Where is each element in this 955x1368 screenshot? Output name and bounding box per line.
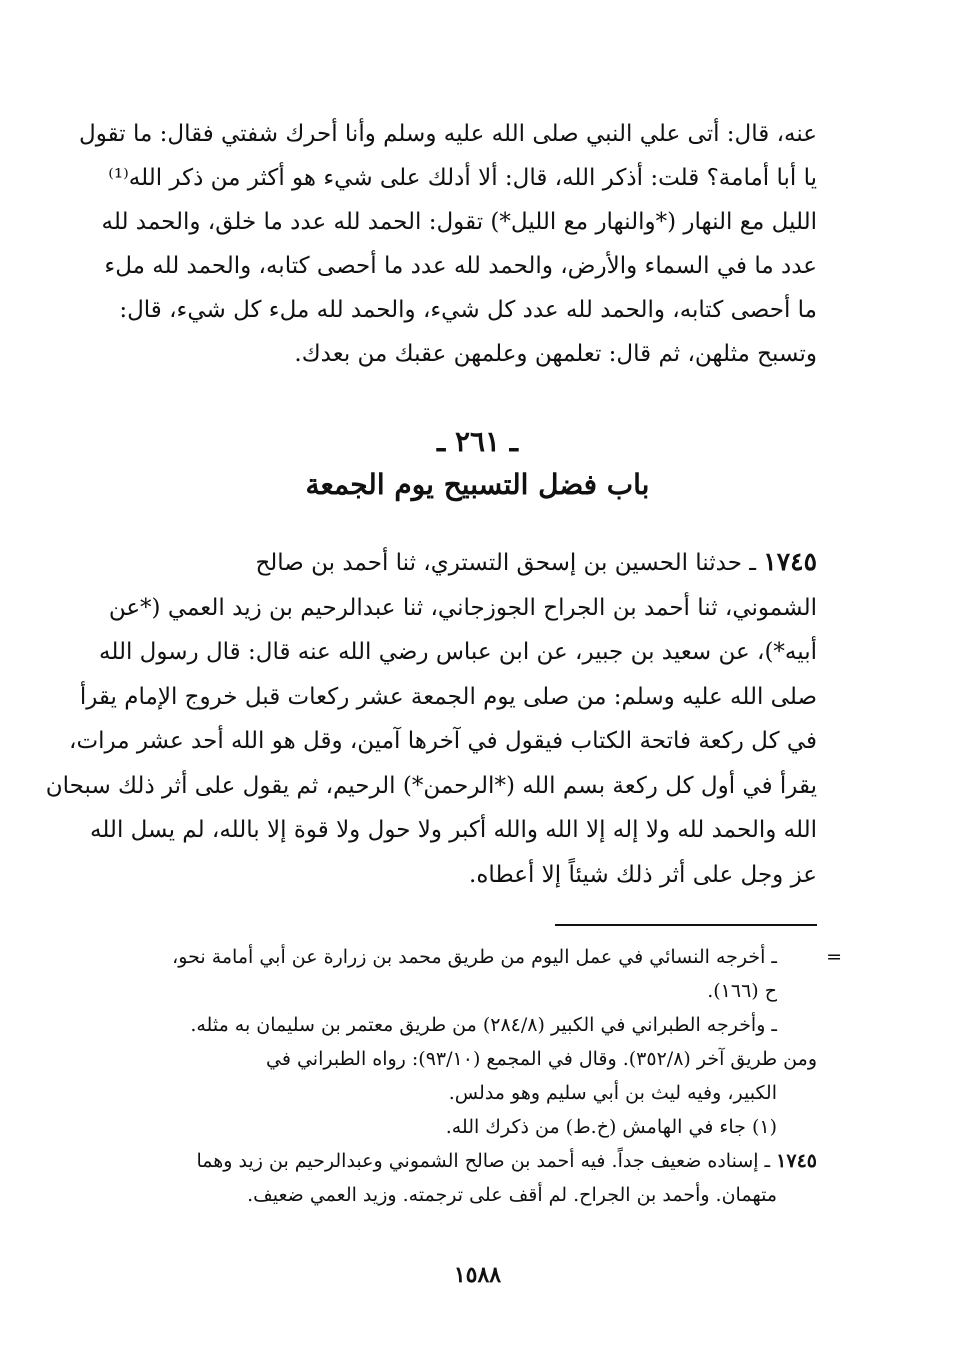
page-number: ١٥٨٨	[453, 1262, 502, 1288]
footnote-item	[135, 1008, 817, 1042]
intro-line: ما أحصى كتابه، والحمد لله عدد كل شيء، والحمد لله ملء كل شيء، قال:	[119, 297, 817, 323]
hadith-line: يقرأ في أول كل ركعة بسم الله (*الرحمن*) الرحيم، ثم يقول على أثر ذلك سبحان	[45, 772, 817, 799]
hadith-line: صلى الله عليه وسلم: من صلى يوم الجمعة عشر ركعات قبل خروج الإمام يقرأ	[79, 683, 817, 710]
hadith-line: الله والحمد لله ولا إله إلا الله والله أكبر ولا حول ولا قوة إلا بالله، لم يسل الله	[89, 817, 817, 843]
hadith-line: أبيه*)، عن سعيد بن جبير، عن ابن عباس رضي الله عنه قال: قال رسول الله	[99, 639, 817, 665]
footnote-item	[135, 1144, 817, 1212]
footnote-line: ح (١٦٦).	[707, 980, 777, 1002]
footnote-line: (١) جاء في الهامش (خ.ط) من ذكرك الله.	[445, 1116, 777, 1138]
hadith-line: الشموني، ثنا أحمد بن الجراح الجوزجاني، ثنا عبدالرحيم بن زيد العمي (*عن	[108, 594, 817, 621]
footnote-item	[135, 940, 842, 1008]
footnote-line: ـ أخرجه النسائي في عمل اليوم من طريق محمد بن زرارة عن أبي أمامة نحو،	[172, 946, 777, 968]
hadith-number: ١٧٤٥	[763, 547, 817, 576]
footnote-line: الكبير، وفيه ليث بن أبي سليم وهو مدلس.	[448, 1082, 777, 1104]
intro-paragraph	[79, 112, 817, 376]
intro-line: عنه، قال: أتى علي النبي صلى الله عليه وسلم وأنا أحرك شفتي فقال: ما تقول	[79, 121, 817, 147]
footnote-divider	[555, 924, 817, 926]
section-number: ـ ٢٦١ ـ	[436, 425, 519, 458]
footnote-line: ـ إسناده ضعيف جداً. فيه أحمد بن صالح الشموني وعبدالرحيم بن زيد وهما	[196, 1150, 771, 1172]
footnote-item	[135, 1110, 817, 1144]
intro-line: يا أبا أمامة؟ قلت: أذكر الله، قال: ألا أدلك على شيء هو أكثر من ذكر الله⁽¹⁾	[108, 165, 817, 191]
hadith-line: عز وجل على أثر ذلك شيئاً إلا أعطاه.	[469, 861, 817, 888]
intro-line: عدد ما في السماء والأرض، والحمد لله عدد ما أحصى كتابه، والحمد لله ملء	[104, 253, 817, 279]
footnote-hadith-number: ١٧٤٥	[776, 1150, 817, 1172]
hadith-line: في كل ركعة فاتحة الكتاب فيقول في آخرها آمين، وقل هو الله أحد عشر مرات،	[69, 728, 817, 754]
footnote-first-line	[135, 1144, 817, 1178]
intro-line: الليل مع النهار (*والنهار مع الليل*) تقول: الحمد لله عدد ما خلق، والحمد لله	[101, 209, 817, 235]
hadith-first-line	[135, 540, 817, 586]
hadith-paragraph	[45, 540, 817, 897]
footnote-line: متهمان. وأحمد بن الجراح. لم أقف على ترجمته. وزيد العمي ضعيف.	[247, 1184, 777, 1206]
section-title: باب فضل التسبيح يوم الجمعة	[305, 468, 650, 501]
hadith-first-line-text: ـ حدثنا الحسين بن إسحق التستري، ثنا أحمد بن صالح	[255, 550, 756, 576]
footnote-line: ـ وأخرجه الطبراني في الكبير (٢٨٤/٨) من طريق معتمر بن سليمان به مثله.	[190, 1014, 777, 1036]
footnote-continuation-mark: =	[826, 946, 842, 968]
footnote-item	[135, 1042, 817, 1110]
footnotes	[135, 940, 842, 1212]
intro-line: وتسبح مثلهن، ثم قال: تعلمهن وعلمهن عقبك من بعدك.	[294, 341, 817, 367]
footnote-line: ومن طريق آخر (٣٥٢/٨). وقال في المجمع (٩٣/١٠): رواه الطبراني في	[266, 1048, 817, 1070]
